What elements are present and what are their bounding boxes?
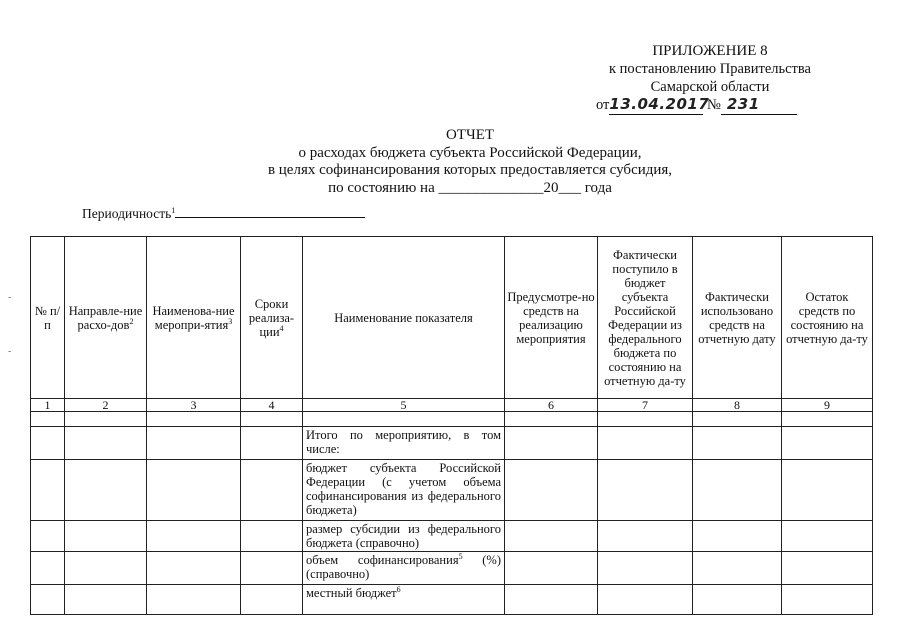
table-cell [782, 521, 873, 552]
header-cell-planned: Предусмотре-но средств на реализацию мероприятия [505, 237, 598, 399]
table-cell [241, 427, 303, 460]
handwritten-number: 231 [726, 95, 760, 113]
report-date-line: по состоянию на ______________20___ года [328, 179, 612, 196]
table-cell [241, 585, 303, 615]
table-cell [598, 460, 693, 521]
table-cell [782, 427, 873, 460]
table-cell [598, 427, 693, 460]
periodicity-blank [175, 207, 365, 218]
table-cell [598, 521, 693, 552]
date-prefix: от [596, 97, 610, 113]
header-cell-number: № п/п [31, 237, 65, 399]
table-row [31, 427, 873, 460]
header-cell-balance: Остаток средств по состоянию на отчетную да-ту [782, 237, 873, 399]
table-row [31, 585, 873, 615]
header-cell-period: Сроки реализа-ции$^4$ [241, 237, 303, 399]
column-number: 7 [598, 399, 693, 412]
header-cell-received: Фактически поступило в бюджет субъекта Российской Федерации из федерального бюджета по состоянию на отчетную да-ту [598, 237, 693, 399]
table-cell [693, 412, 782, 427]
handwritten-date: 13.04.2017 [609, 95, 710, 113]
table-cell [782, 585, 873, 615]
table-cell [693, 552, 782, 585]
table-cell [147, 460, 241, 521]
table-cell [65, 412, 147, 427]
annex-date-line [596, 95, 797, 115]
table-cell [505, 460, 598, 521]
report-subtitle-2: в целях софинансирования которых предоставляется субсидия, [267, 162, 673, 178]
header-row [31, 237, 873, 399]
table-cell [505, 427, 598, 460]
table-cell [31, 460, 65, 521]
table-cell [65, 585, 147, 615]
table-cell [65, 427, 147, 460]
table-row [31, 552, 873, 585]
report-title-block [180, 127, 760, 197]
annex-title: ПРИЛОЖЕНИЕ 8 [652, 43, 768, 59]
indicator-regional-budget: бюджет субъекта Российской Федерации (с учетом объема софинансирования из федерального бюджета) [303, 460, 505, 521]
table-cell [598, 412, 693, 427]
table-cell [241, 412, 303, 427]
scan-mark: - [8, 346, 12, 357]
column-number-row [31, 399, 873, 412]
indicator-cofinancing: объем софинансирования$^5$ (%) (справочно) [303, 552, 505, 585]
table-cell [241, 521, 303, 552]
table-cell [31, 585, 65, 615]
table-cell [782, 412, 873, 427]
column-number: 9 [782, 399, 873, 412]
table-cell [693, 521, 782, 552]
table-cell [147, 427, 241, 460]
table-cell [303, 412, 505, 427]
table-row [31, 412, 873, 427]
column-number: 4 [241, 399, 303, 412]
table-cell [65, 552, 147, 585]
column-number: 6 [505, 399, 598, 412]
table-cell [782, 460, 873, 521]
table-cell [147, 521, 241, 552]
header-cell-direction: Направле-ние расхо-дов$^2$ [65, 237, 147, 399]
table-cell [505, 412, 598, 427]
column-number: 3 [147, 399, 241, 412]
table-row [31, 460, 873, 521]
annex-region: Самарской области [650, 79, 770, 95]
header-cell-indicator: Наименование показателя [303, 237, 505, 399]
table-cell [147, 585, 241, 615]
number-sign: № [707, 97, 721, 113]
indicator-federal-subsidy: размер субсидии из федерального бюджета (справочно) [303, 521, 505, 552]
table-cell [147, 412, 241, 427]
table-cell [693, 460, 782, 521]
column-number: 5 [303, 399, 505, 412]
table-cell [693, 427, 782, 460]
annex-block [560, 42, 860, 96]
column-number: 2 [65, 399, 147, 412]
indicator-total: Итого по мероприятию, в том числе: [303, 427, 505, 460]
table-cell [31, 552, 65, 585]
table-cell [693, 585, 782, 615]
table-cell [241, 552, 303, 585]
table-cell [505, 521, 598, 552]
scan-mark: - [8, 292, 12, 303]
table-cell [505, 585, 598, 615]
periodicity-footnote: 1 [171, 206, 176, 215]
table-cell [31, 521, 65, 552]
column-number: 1 [31, 399, 65, 412]
header-cell-used: Фактически использовано средств на отчетную дату [693, 237, 782, 399]
table-cell [598, 585, 693, 615]
table-cell [65, 460, 147, 521]
periodicity-line [82, 206, 365, 222]
annex-decree: к постановлению Правительства [609, 61, 811, 77]
table-cell [598, 552, 693, 585]
table-cell [147, 552, 241, 585]
table-cell [65, 521, 147, 552]
indicator-local-budget: местный бюджет$^6$ [303, 585, 505, 615]
table-cell [31, 427, 65, 460]
table-cell [782, 552, 873, 585]
table-cell [241, 460, 303, 521]
table-cell [505, 552, 598, 585]
report-table [30, 236, 873, 615]
column-number: 8 [693, 399, 782, 412]
header-cell-event: Наименова-ние меропри-ятия$^3$ [147, 237, 241, 399]
report-title: ОТЧЕТ [445, 127, 495, 143]
table-row [31, 521, 873, 552]
table-cell [31, 412, 65, 427]
report-subtitle-1: о расходах бюджета субъекта Российской Федерации, [298, 144, 642, 161]
periodicity-label: Периодичность [82, 206, 172, 221]
